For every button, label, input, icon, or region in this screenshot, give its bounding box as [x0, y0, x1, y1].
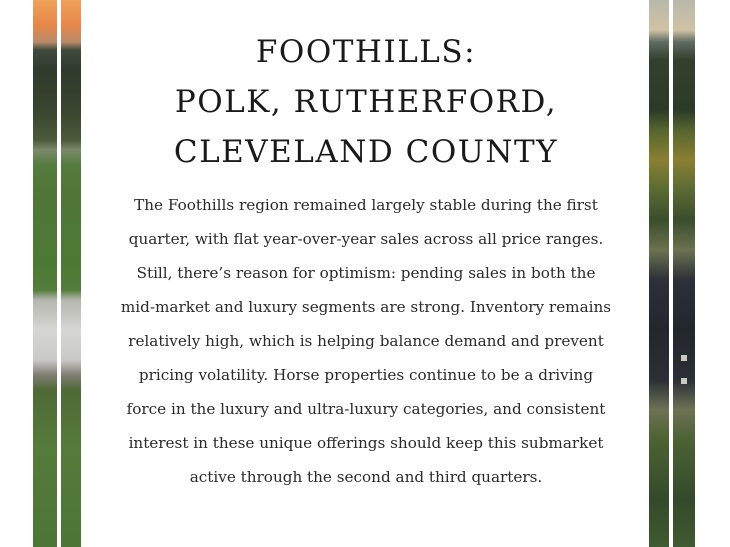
title-line-3: CLEVELAND COUNTY [173, 134, 559, 170]
barn-window [681, 355, 687, 361]
left-photo-strip-outer [33, 0, 57, 547]
right-photo-strip-inner [649, 0, 669, 547]
foothills-barn-photo [649, 0, 669, 547]
foothills-barn-photo [673, 0, 695, 547]
left-photo-strip-inner [61, 0, 81, 547]
right-photo-strip-outer [673, 0, 695, 547]
title-line-1: FOOTHILLS: [255, 34, 477, 70]
foothills-lawn-photo [61, 0, 81, 547]
foothills-lawn-photo [33, 0, 57, 547]
title-line-2: POLK, RUTHERFORD, [174, 84, 558, 120]
body-paragraph: The Foothills region remained largely stable during the first quarter, with flat year-over-year sales across all price ranges. Still, there’s reason for optimism: pending sales in both the mid-market and luxury segments are strong. Inventory remains relatively high, which is helping balance demand and prevent pricing volatility. Horse properties continue to be a driving force in the luxury and ultra-luxury categories, and consistent interest in these unique offerings should keep this submarket active through the second and third quarters. [120, 196, 612, 486]
page-title [90, 27, 642, 177]
barn-window [681, 378, 687, 384]
